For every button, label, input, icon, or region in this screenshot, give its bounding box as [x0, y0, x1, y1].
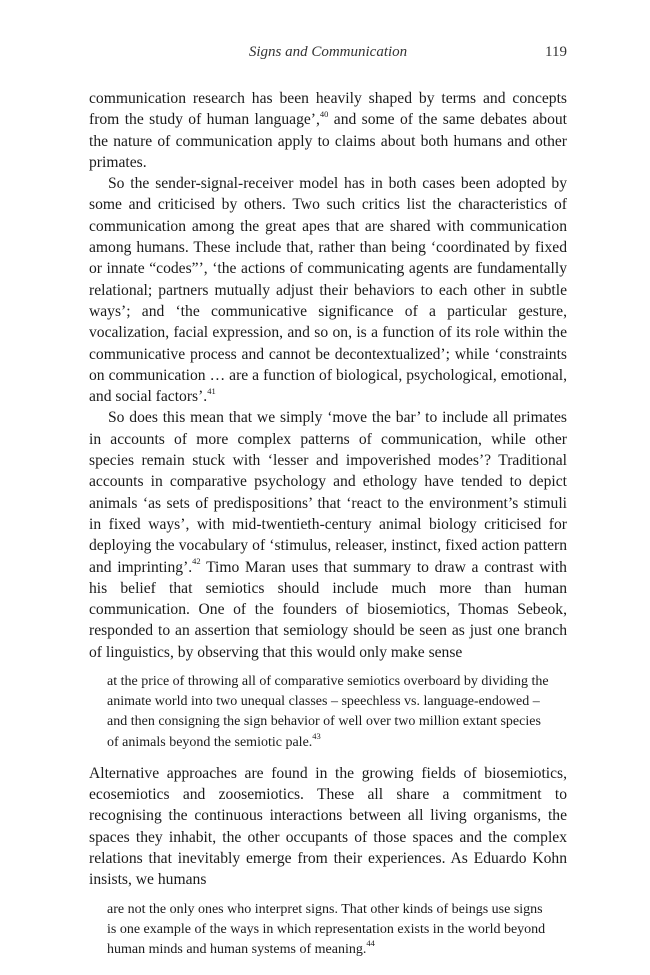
footnote-ref-40[interactable]: 40	[319, 109, 329, 120]
body-text	[89, 88, 567, 968]
paragraph-text: Alternative approaches are found in the growing fields of biosemiotics, ecosemiotics and zoosemiotics. These all share a commitment to recognising the continuous interactions between all living organisms, the spaces they inhabit, the other occupants of those spaces and the complex relations that inevitably emerge from their experiences. As Eduardo Kohn insists, we humans	[89, 764, 567, 889]
quote-text: are not the only ones who interpret signs. That other kinds of beings use signs is one example of the ways in which representation exists in the world beyond human minds and human systems of meaning.	[107, 901, 546, 958]
running-head	[89, 44, 567, 66]
paragraph-text: So does this mean that we simply ‘move the bar’ to include all primates in accounts of more complex patterns of communication, while other species remain stuck with ‘lesser and impoverished modes’? Traditional accounts in comparative psychology and ethology have tended to depict animals ‘as sets of predispositions’ that ‘react to the environment’s stimuli in fixed ways’, with mid-twentieth-century animal biology criticised for deploying the vocabulary of ‘stimulus, releaser, instinct, fixed action pattern and imprinting’.	[89, 409, 567, 576]
running-title: Signs and Communication	[248, 44, 408, 60]
page-number: 119	[545, 44, 567, 60]
paragraph-text: and some of the same debates about the nature of communication apply to claims about both humans and other primates.	[89, 111, 567, 171]
footnote-ref-41[interactable]: 41	[207, 385, 216, 396]
paragraph-text: Timo Maran uses that summary to draw a contrast with his belief that semiotics should include much more than human communication. One of the founders of biosemiotics, Thomas Sebeok, responded to an assertion that semiology should be seen as just one branch of linguistics, by observing that this would only make sense	[89, 558, 567, 661]
footnote-ref-44[interactable]: 44	[366, 938, 375, 949]
footnote-ref-42[interactable]: 42	[192, 556, 201, 567]
paragraph-2	[89, 173, 567, 407]
paragraph-4	[89, 763, 567, 891]
paragraph-3	[89, 407, 567, 663]
paragraph-1	[89, 88, 567, 173]
footnote-ref-43[interactable]: 43	[312, 730, 321, 741]
block-quote-2	[107, 900, 549, 961]
quote-text: at the price of throwing all of comparative semiotics overboard by dividing the animate world into two unequal classes – speechless vs. language-endowed – and then consigning the sign behavior of well over two million extant species of animals beyond the semiotic pale.	[107, 674, 549, 750]
paragraph-text: communication research has been heavily shaped by terms and concepts from the study of human language’,	[89, 90, 567, 129]
block-quote-1	[107, 672, 549, 753]
paragraph-text: So the sender-signal-receiver model has in both cases been adopted by some and criticised by others. Two such critics list the characteristics of communication among the great apes that are shared with communication among humans. These include that, rather than being ‘coordinated by fixed or innate “codes”’, ‘the actions of communicating agents are fundamentally relational; partners mutually adjust their behaviors to each other in subtle ways’; and ‘the communicative significance of a particular gesture, vocalization, facial expression, and so on, is a function of its role within the communicative process and cannot be decontextualized’; while ‘constraints on communication … are a function of biological, psychological, emotional, and social factors’.	[89, 175, 567, 406]
